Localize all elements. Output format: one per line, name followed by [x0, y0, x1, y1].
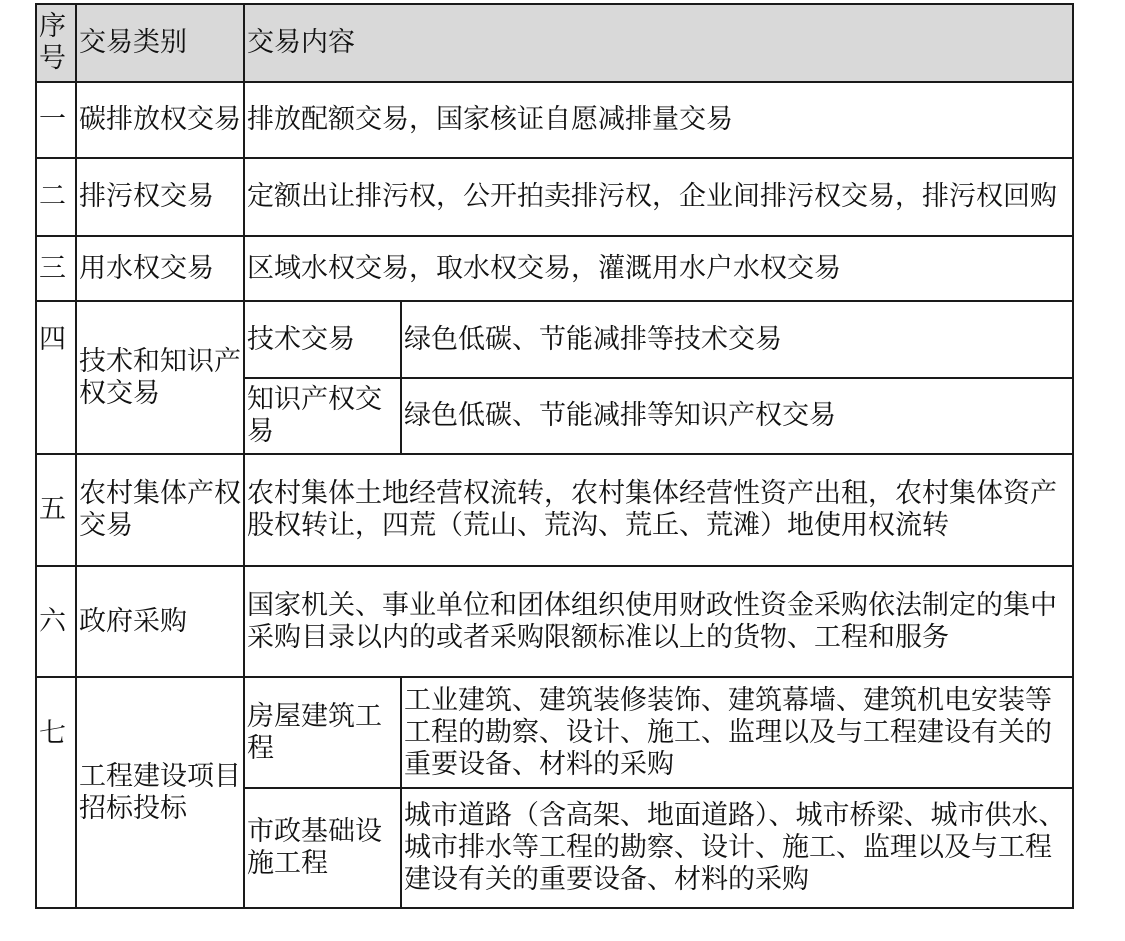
category-line: 工程建设项目: [79, 760, 241, 792]
table-row: [36, 236, 1073, 301]
row-category: 农村集体产权交易: [76, 454, 244, 566]
row-category: [76, 677, 244, 908]
sub-category: 知识产权交易: [244, 378, 401, 454]
row-content: 定额出让排污权，公开拍卖排污权，企业间排污权交易，排污权回购: [244, 158, 1073, 236]
sub-content: 工业建筑、建筑装修装饰、建筑幕墙、建筑机电安装等工程的勘察、设计、施工、监理以及与工程建设有关的重要设备、材料的采购: [401, 677, 1073, 788]
row-content: 区域水权交易，取水权交易，灌溉用水户水权交易: [244, 236, 1073, 301]
row-number: 六: [36, 566, 76, 677]
table-row: [36, 158, 1073, 236]
trading-categories-table: [35, 3, 1074, 909]
sub-category: 技术交易: [244, 301, 401, 378]
table-row: [36, 566, 1073, 677]
row-content: 农村集体土地经营权流转，农村集体经营性资产出租，农村集体资产股权转让，四荒（荒山、荒沟、荒丘、荒滩）地使用权流转: [244, 454, 1073, 566]
row-category: 技术和知识产权交易: [76, 301, 244, 454]
category-line: 招标投标: [79, 792, 187, 824]
header-serial-number: 序号: [36, 4, 76, 82]
row-category: 用水权交易: [76, 236, 244, 301]
row-category: 政府采购: [76, 566, 244, 677]
row-category: 排污权交易: [76, 158, 244, 236]
sub-content: 城市道路（含高架、地面道路）、城市桥梁、城市供水、城市排水等工程的勘察、设计、施工、监理以及与工程建设有关的重要设备、材料的采购: [401, 788, 1073, 908]
row-number: 五: [36, 454, 76, 566]
row-number: 一: [36, 82, 76, 158]
sub-category: 房屋建筑工程: [244, 677, 401, 788]
row-number: 二: [36, 158, 76, 236]
table-row: [36, 82, 1073, 158]
row-content: 国家机关、事业单位和团体组织使用财政性资金采购依法制定的集中采购目录以内的或者采购限额标准以上的货物、工程和服务: [244, 566, 1073, 677]
table-row: [36, 677, 1073, 788]
row-number: 四: [36, 301, 76, 454]
header-category: 交易类别: [76, 4, 244, 82]
header-row: [36, 4, 1073, 82]
row-content: 排放配额交易，国家核证自愿减排量交易: [244, 82, 1073, 158]
sub-content: 绿色低碳、节能减排等技术交易: [401, 301, 1073, 378]
row-number: 三: [36, 236, 76, 301]
row-number: 七: [36, 677, 76, 908]
row-category: 碳排放权交易: [76, 82, 244, 158]
table-row: [36, 301, 1073, 378]
sub-content: 绿色低碳、节能减排等知识产权交易: [401, 378, 1073, 454]
sub-category: 市政基础设施工程: [244, 788, 401, 908]
table-row: [36, 454, 1073, 566]
header-content: 交易内容: [244, 4, 1073, 82]
